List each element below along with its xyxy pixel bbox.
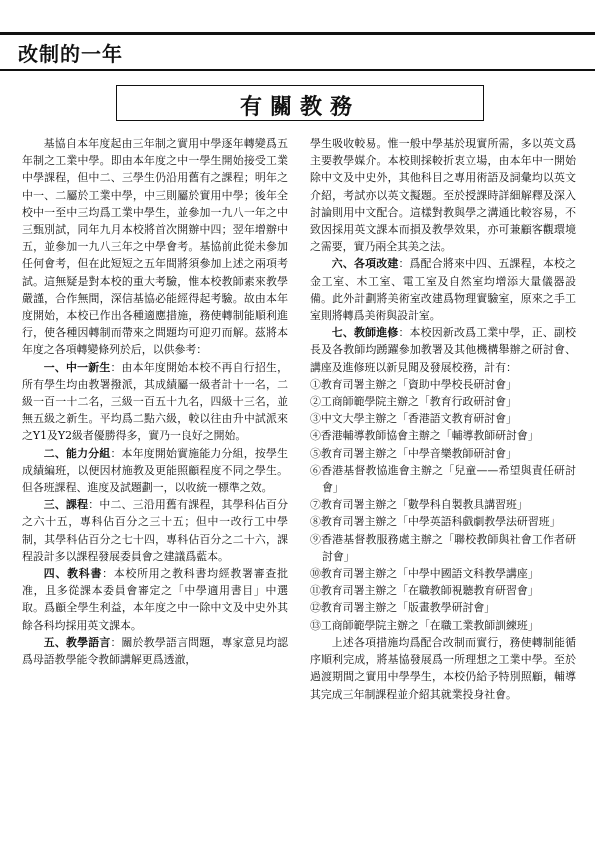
closing-paragraph: 上述各項措施均爲配合改制而實行，務使轉制能循序順利完成，將基協發展爲一所理想之工業中學。至於過渡期間之實用中學學生，本校仍給予特別照顧，輔導其完成三年制課程並介紹其就業投身社會。 [310,635,576,701]
section-renovations [310,255,576,324]
training-list-item: ①教育司署主辦之「資助中學校長研討會」 [310,377,517,391]
training-list-item: ⑦教育司署主辦之「數學科自製教具講習班」 [310,498,528,512]
training-list-item: ⑬工商師範學院主辦之「在職工業教師訓練班」 [310,618,539,632]
section-body: ：爲配合將來中四、五課程，本校之金工室、木工室、電工室及自然室均增添大量儀器設備。此外計劃將美術室改建爲物理實驗室，原來之手工室則將轉爲美術與設計室。 [310,257,576,323]
article-title: 有關教務 [239,95,360,120]
header-top-rule [0,32,595,35]
training-list-item: ⑨香港基督教服務處主辦之「聯校教師與社會工作者研討會」 [310,532,576,563]
section-first-year-intake [22,359,288,445]
training-list-item: ③中文大學主辦之「香港語文教育研討會」 [310,412,517,426]
training-list-item: ⑧教育司署主辦之「中學英語科戲劇教學法研習班」 [310,515,561,529]
section-ability-grouping [22,445,288,497]
section-curriculum [22,496,288,565]
training-list-item: ⑥香港基督教協進會主辦之「兒童——希望與責任研討會」 [310,463,576,495]
header-bottom-rule [0,69,595,71]
training-list-item: ⑤教育司署主辦之「中學音樂教師研討會」 [310,446,517,460]
article-title-box [116,85,484,121]
training-list-item: ⑪教育司署主辦之「在職教師視聽教育研習會」 [310,584,539,598]
section-heading: 六、各項改建 [331,257,399,271]
section-textbooks [22,565,288,634]
section-heading: 七、教師進修 [331,326,399,340]
section-teaching-language [22,634,288,668]
section-teacher-training [310,324,576,376]
intro-paragraph: 基協自本年度起由三年制之實用中學逐年轉變爲五年制之工業中學。即由本年度之中一學生開始接受工業中學課程，但中二、三學生仍沿用舊有之課程；明年之中一、二屬於工業中學，中三則屬於實用中學；後年全校中一至中三均爲工業中學生，並參加一九八一年之中三甄別試，同年九月本校將首次開辦中四；翌年增辦中五，並參加一九八三年之中學會考。基協前此從未參加任何會考，但在此短短之五年間將須參加上述之兩項考試。這無疑是對本校的重大考驗，惟本校教師素來教學嚴謹，合作無間，深信基協必能經得起考驗。故由本年度開始，本校已作出各種適應措施，務使轉制能順利進行，使各種因轉制而帶來之問題均可迎刃而解。茲將本年度之各項轉變條列於后，以供參考： [22,137,288,357]
training-list-item: ⑫教育司署主辦之「版畫教學研討會」 [310,601,496,615]
section-header [0,32,595,72]
section-body: ：由本年度開始本校不再自行招生，所有學生均由教署撥派，其成績屬一級者計十一名，二級一百一十二名，三級一百五十九名，四級十三名，並無五級之新生。平均爲二點六級，較以往由升中試派來之Y1及Y2級者優勝得多，實乃一良好之開始。 [22,360,288,443]
section-body: ：本年度開始實施能力分組，按學生成績編班，以便因材施教及更能照顧程度不同之學生。但各班課程、進度及試題劃一，以收統一標準之效。 [22,446,288,495]
right-column [310,135,576,835]
training-list-item: ④香港輔導教師協會主辦之「輔導教師研討會」 [310,429,539,443]
section-body: ：關於教學語言問題，專家意見均認爲母語教學能令教師講解更爲透澈， [22,635,288,667]
continued-paragraph: 學生吸收較易。惟一般中學基於現實所需，多以英文爲主要教學媒介。本校則採較折衷立場，由本年中一開始除中文及中史外，其他科目之專用術語及詞彙均以英文介紹，考試亦以英文擬題。至於授課時詳細解釋及深入討論則用中文配合。這樣對教與學之溝通比較容易，不致因採用英文課本而損及教學效果，亦可兼顧客觀環境之需要，實乃兩全其美之法。 [310,137,576,254]
section-body: ：本校所用之教科書均經教署審查批准，且多從課本委員會審定之「中學適用書目」中選取。爲顧全學生利益，本年度之中一除中文及中史外其餘各科均採用英文課本。 [22,567,288,632]
section-heading: 四、教科書 [43,567,103,581]
section-title: 改制的一年 [18,42,123,66]
training-list-item: ⑩教育司署主辦之「中學中國語文科教學講座」 [310,567,539,581]
section-body: ：本校因新改爲工業中學，正、副校長及各教師均踴躍參加教署及其他機構舉辦之研討會、講座及進修班以新見聞及發展校務，計有： [310,326,576,374]
section-body: ：中二、三沿用舊有課程，其學科佔百分之六十五，專科佔百分之三十五；但中一改行工中學制，其學科佔百分之七十四，專科佔百分之二十六，課程設計多以課程發展委員會之建議爲藍本。 [22,498,288,563]
section-heading: 一、中一新生 [43,360,111,374]
left-column [22,135,288,835]
training-list-item: ②工商師範學院主辦之「教育行政研討會」 [310,395,517,409]
section-heading: 五、教學語言 [43,635,111,649]
section-heading: 二、能力分組 [43,446,111,460]
section-heading: 三、課程 [43,498,89,512]
